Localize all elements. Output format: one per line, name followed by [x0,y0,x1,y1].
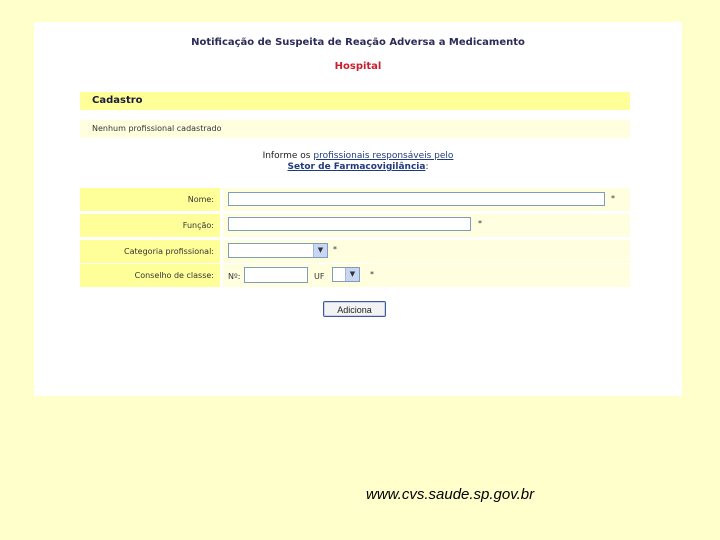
form-row-nome [80,188,630,211]
chevron-down-icon[interactable]: ▼ [313,244,327,257]
funcao-required-mark: * [478,219,482,228]
instruction-text [34,151,682,173]
categoria-label: Categoria profissional: [80,240,220,263]
funcao-field-cell [223,214,630,237]
instruction-link[interactable]: profissionais responsáveis pelo [313,151,454,161]
funcao-label: Função: [80,214,220,237]
add-button[interactable]: Adiciona [323,301,386,317]
nome-field-cell [223,188,630,211]
nome-label: Nome: [80,188,220,211]
nome-input[interactable] [228,192,605,206]
conselho-label: Conselho de classe: [80,264,220,287]
uf-label: UF [314,272,325,281]
conselho-required-mark: * [370,270,374,279]
conselho-field-cell [223,264,630,287]
funcao-input[interactable] [228,217,471,231]
page-subtitle: Hospital [334,61,382,72]
instruction-bold: Setor de Farmacovigilância [287,162,426,172]
form-row-categoria [80,240,630,263]
section-title: Cadastro [80,92,630,110]
nome-required-mark: * [611,194,615,203]
instruction-prefix: Informe os [262,151,314,161]
content-panel [34,22,682,396]
categoria-field-cell [223,240,630,263]
form-row-conselho [80,264,630,287]
uf-select[interactable] [332,267,360,282]
empty-list-message: Nenhum profissional cadastrado [80,120,630,138]
numero-label: Nº: [228,272,241,281]
chevron-down-icon[interactable]: ▼ [345,268,359,281]
categoria-select[interactable] [228,243,328,258]
footer-url: www.cvs.saude.sp.gov.br [366,486,535,503]
numero-input[interactable] [244,267,308,283]
instruction-suffix: : [425,162,429,172]
form-row-funcao [80,214,630,237]
page-title: Notificação de Suspeita de Reação Adversa a Medicamento [191,37,525,48]
categoria-required-mark: * [333,245,337,254]
